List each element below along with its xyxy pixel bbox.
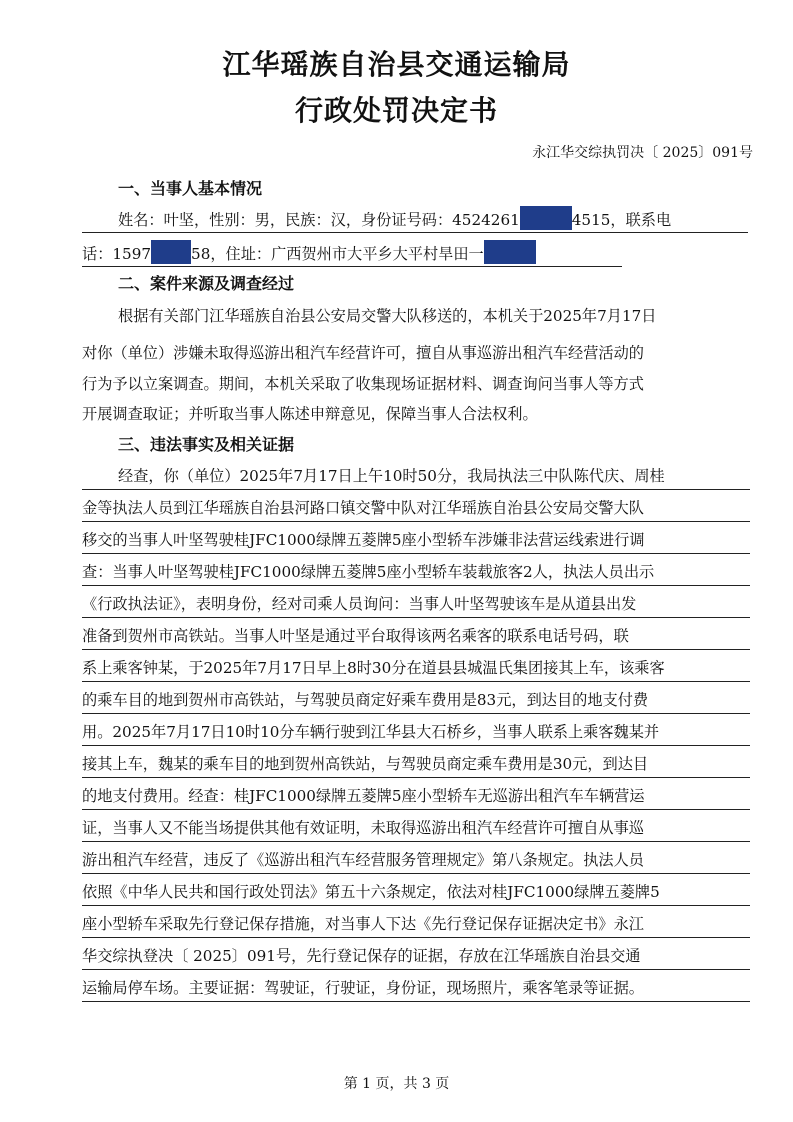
section-heading-case-source: 二、案件来源及调查经过 [118,274,295,293]
facts-line: 座小型轿车采取先行登记保存措施，对当事人下达《先行登记保存证据决定书》永江 [82,911,750,938]
redaction-block [151,240,191,264]
facts-line: 游出租汽车经营，违反了《巡游出租汽车经营服务管理规定》第八条规定。执法人员 [82,847,750,874]
facts-line: 接其上车，魏某的乘车目的地到贺州高铁站，与驾驶员商定乘车费用是30元，到达目 [82,751,750,778]
facts-line: 证，当事人又不能当场提供其他有效证明，未取得巡游出租汽车经营许可擅自从事巡 [82,815,750,842]
document-title-line2: 行政处罚决定书 [294,94,498,127]
facts-line: 用。2025年7月17日10时10分车辆行驶到江华县大石桥乡，当事人联系上乘客魏某并 [82,719,750,746]
party-info-text: 话：1597 [82,245,152,263]
party-info-line [82,240,622,267]
case-source-line: 对你（单位）涉嫌未取得巡游出租汽车经营许可，擅自从事巡游出租汽车经营活动的 [82,344,644,362]
case-source-text: 根据有关部门江华瑶族自治县公安局交警大队移送的，本机关于2025年7月17日 [118,307,657,325]
facts-text: 经查，你（单位）2025年7月17日上午10时50分，我局执法三中队陈代庆、周桂 [118,467,665,485]
facts-line: 的地支付费用。经查：桂JFC1000绿牌五菱牌5座小型轿车无巡游出租汽车车辆营运 [82,783,750,810]
facts-line: 的乘车目的地到贺州市高铁站，与驾驶员商定好乘车费用是83元，到达目的地支付费 [82,687,750,714]
document-title-line1: 江华瑶族自治县交通运输局 [222,48,571,81]
facts-line: 移交的当事人叶坚驾驶桂JFC1000绿牌五菱牌5座小型轿车涉嫌非法营运线索进行调 [82,527,750,554]
facts-line: 依照《中华人民共和国行政处罚法》第五十六条规定，依法对桂JFC1000绿牌五菱牌5 [82,879,750,906]
document-number: 永江华交综执罚决〔 2025〕091号 [532,145,753,161]
facts-line: 查：当事人叶坚驾驶桂JFC1000绿牌五菱牌5座小型轿车装载旅客2人，执法人员出示 [82,559,750,586]
case-source-line [82,303,750,329]
page-indicator: 第 1 页，共 3 页 [343,1076,450,1092]
case-source-line: 开展调查取证；并听取当事人陈述申辩意见，保障当事人合法权利。 [82,405,538,423]
section-heading-party-info: 一、当事人基本情况 [118,179,263,198]
redaction-block [520,206,572,230]
facts-line: 运输局停车场。主要证据：驾驶证，行驶证，身份证，现场照片，乘客笔录等证据。 [82,975,750,1002]
facts-line: 系上乘客钟某，于2025年7月17日早上8时30分在道县县城温氏集团接其上车，该乘客 [82,655,750,682]
facts-line: 华交综执登决〔 2025〕091号，先行登记保存的证据，存放在江华瑶族自治县交通 [82,943,750,970]
facts-line [82,463,750,490]
section-heading-violation-facts: 三、违法事实及相关证据 [118,435,295,454]
party-info-text: 58，住址：广西贺州市大平乡大平村旱田一 [191,245,484,263]
party-info-text: 姓名：叶坚，性别：男，民族：汉，身份证号码：4524261 [118,211,520,229]
facts-line: 准备到贺州市高铁站。当事人叶坚是通过平台取得该两名乘客的联系电话号码，联 [82,623,750,650]
facts-line: 金等执法人员到江华瑶族自治县河路口镇交警中队对江华瑶族自治县公安局交警大队 [82,495,750,522]
redaction-block [484,240,536,264]
case-source-line: 行为予以立案调查。期间，本机关采取了收集现场证据材料、调查询问当事人等方式 [82,375,644,393]
facts-line: 《行政执法证》，表明身份，经对司乘人员询问：当事人叶坚驾驶该车是从道县出发 [82,591,750,618]
party-info-line [82,206,748,233]
party-info-text: 4515，联系电 [571,211,672,229]
